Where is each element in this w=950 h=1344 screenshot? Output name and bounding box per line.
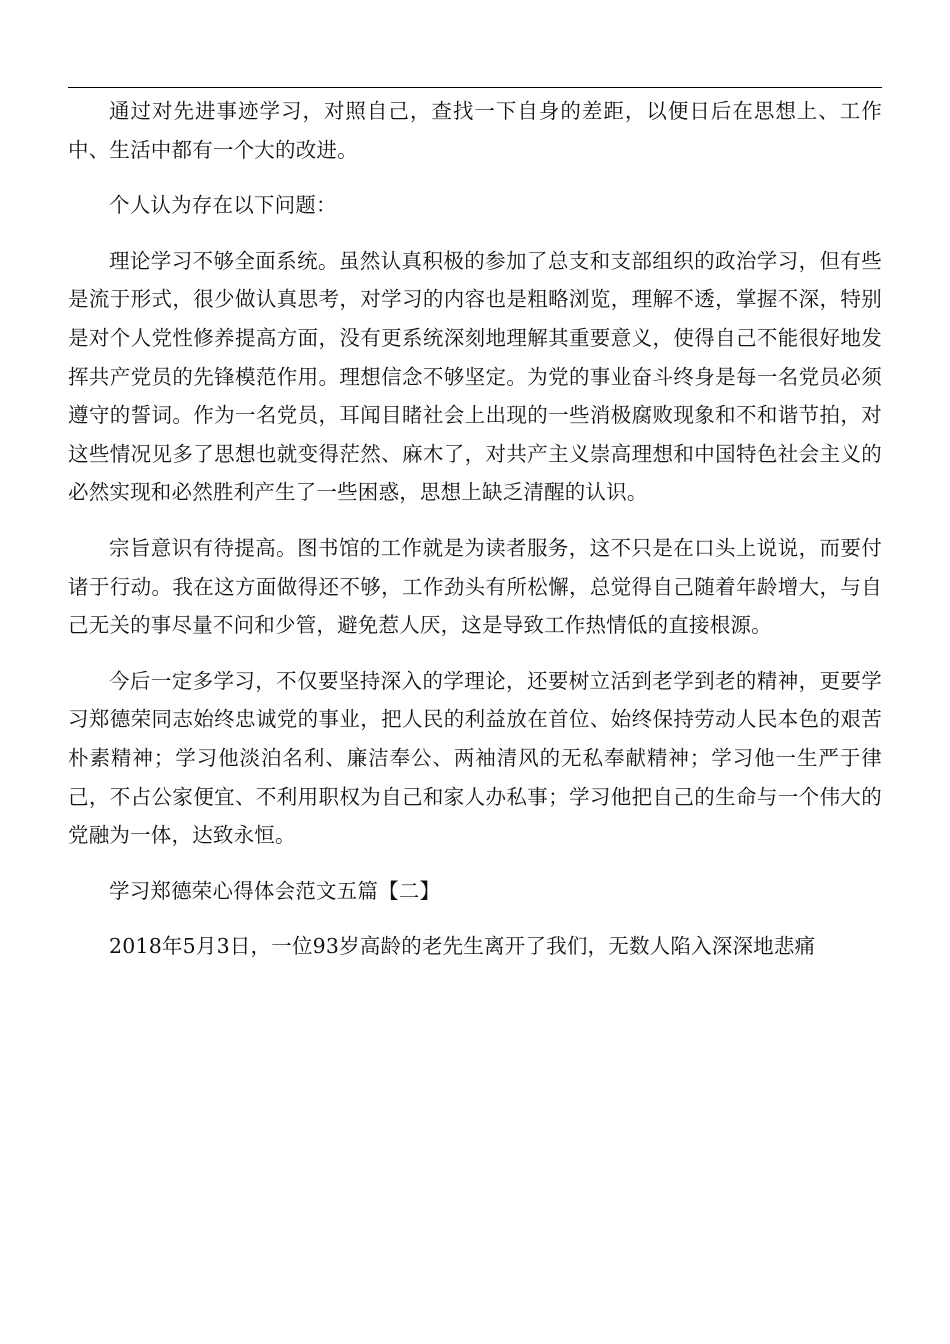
paragraph-purpose-awareness: 宗旨意识有待提高。图书馆的工作就是为读者服务，这不只是在口头上说说，而要付诸于行动。我在这方面做得还不够，工作劲头有所松懈，总觉得自己随着年龄增大，与自己无关的事尽量不问和少管，避免惹人厌，这是导致工作热情低的直接根源。 <box>68 535 882 638</box>
paragraph-intro: 通过对先进事迹学习，对照自己，查找一下自身的差距，以便日后在思想上、工作中、生活中都有一个大的改进。 <box>68 99 882 162</box>
paragraph-problems-heading: 个人认为存在以下问题： <box>109 193 337 218</box>
section-title: 学习郑德荣心得体会范文五篇【二】 <box>109 878 441 903</box>
paragraph-future-plan: 今后一定多学习，不仅要坚持深入的学理论，还要树立活到老学到老的精神，更要学习郑德荣同志始终忠诚党的事业，把人民的利益放在首位、始终保持劳动人民本色的艰苦朴素精神；学习他淡泊名利、廉洁奉公、两袖清风的无私奉献精神；学习他一生严于律己，不占公家便宜、不利用职权为自己和家人办私事；学习他把自己的生命与一个伟大的党融为一体，达致永恒。 <box>68 668 882 848</box>
header-rule <box>68 87 882 88</box>
document-body <box>68 92 882 966</box>
paragraph-theory-study: 理论学习不够全面系统。虽然认真积极的参加了总支和支部组织的政治学习，但有些是流于形式，很少做认真思考，对学习的内容也是粗略浏览，理解不透，掌握不深，特别是对个人党性修养提高方面，没有更系统深刻地理解其重要意义，使得自己不能很好地发挥共产党员的先锋模范作用。理想信念不够坚定。为党的事业奋斗终身是每一名党员必须遵守的誓词。作为一名党员，耳闻目睹社会上出现的一些消极腐败现象和不和谐节拍，对这些情况见多了思想也就变得茫然、麻木了，对共产主义崇高理想和中国特色社会主义的必然实现和必然胜利产生了一些困惑，思想上缺乏清醒的认识。 <box>68 248 882 505</box>
paragraph-section-two-start: 2018年5月3日，一位93岁高龄的老先生离开了我们，无数人陷入深深地悲痛 <box>109 934 816 959</box>
